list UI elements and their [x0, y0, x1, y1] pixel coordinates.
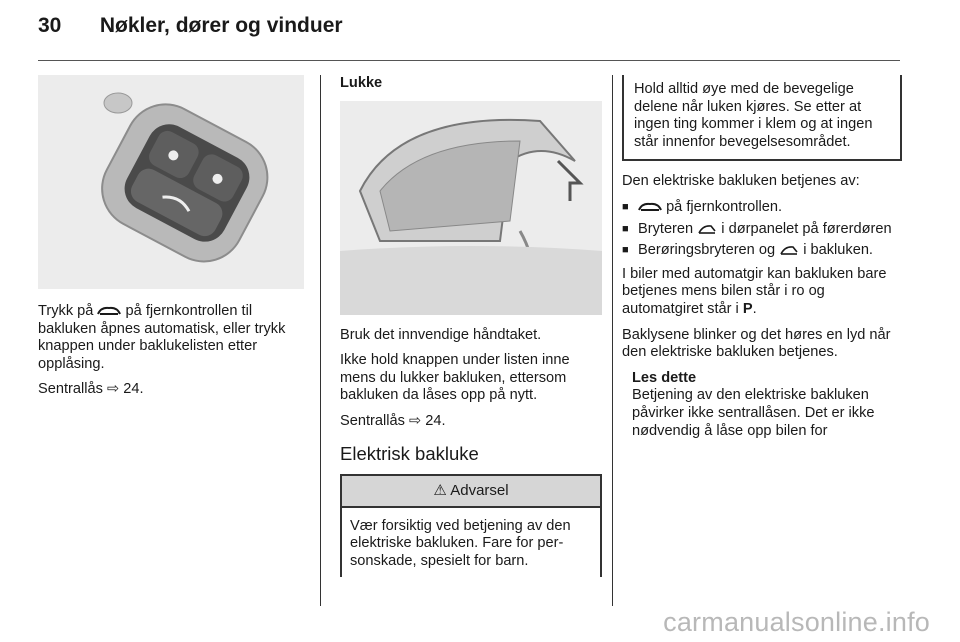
note: [622, 370, 902, 440]
header-rule: [38, 60, 900, 61]
warning-header: ⚠ Advarsel: [342, 476, 600, 508]
column-1: [38, 75, 304, 407]
warning-continuation: Hold alltid øye med de bevegelige delene når luken kjøres. Se etter at ingen ting kommer i klem og at ingen står innenfor bevegelsesområdet.: [622, 75, 902, 161]
column-2: [340, 75, 602, 577]
list-item: ■ Bryteren i dørpanelet på førerdøren: [622, 221, 902, 239]
warning-box: [340, 474, 602, 576]
reference-arrow-icon: ⇨: [408, 412, 422, 429]
car-key-icon: [97, 305, 121, 317]
list-item: ■ på fjernkontrollen.: [622, 199, 902, 217]
cross-reference: Sentrallås ⇨ 24.: [38, 381, 144, 398]
cross-reference: Sentrallås ⇨ 24.: [340, 412, 446, 429]
section-heading: Elektrisk bakluke: [340, 442, 479, 464]
watermark: carmanualsonline.info: [663, 607, 930, 637]
remote-key-illustration: [38, 75, 304, 289]
paragraph: Bruk det innvendige håndtaket.: [340, 326, 542, 343]
column-divider: [612, 75, 613, 606]
tailgate-switch-icon: [697, 223, 717, 235]
subheading: Lukke: [340, 75, 383, 91]
operation-list: [622, 199, 902, 260]
page-number: 30: [38, 14, 62, 37]
paragraph: Ikke hold knappen under listen inne mens du lukker bakluken, ettersom bakluken da låses opp på nytt.: [340, 352, 570, 404]
paragraph: Trykk på på fjernkontrollen til bakluken åpnes automatisk, eller trykk knappen under baklukelisten etter opplåsing.: [38, 303, 286, 372]
column-3: [622, 75, 902, 440]
reference-arrow-icon: ⇨: [106, 381, 120, 398]
warning-text: Vær forsiktig ved betjening av den elektriske bakluken. Fare for personskade, spesielt for barn.: [350, 517, 571, 569]
tailgate-switch-icon: [779, 244, 799, 256]
page-title: Nøkler, dører og vinduer: [99, 14, 343, 37]
note-heading: Les dette: [632, 369, 697, 386]
car-key-icon: [638, 201, 662, 213]
note-text: Betjening av den elektriske bakluken påvirker ikke sentrallåsen. Det er ikke nødvendig å låse opp bilen for: [632, 387, 875, 439]
paragraph: Den elektriske bakluken betjenes av:: [622, 173, 860, 190]
paragraph: Baklysene blinker og det høres en lyd når den elektriske bakluken betjenes.: [622, 326, 891, 361]
paragraph: I biler med automatgir kan bakluken bare betjenes mens bilen står i ro og automatgiret står i P.: [622, 265, 887, 317]
tailgate-illustration: [340, 101, 602, 315]
warning-triangle-icon: ⚠: [433, 482, 447, 500]
page-header: [38, 14, 343, 38]
list-item: ■ Berøringsbryteren og i bakluken.: [622, 242, 902, 260]
column-divider: [320, 75, 321, 606]
